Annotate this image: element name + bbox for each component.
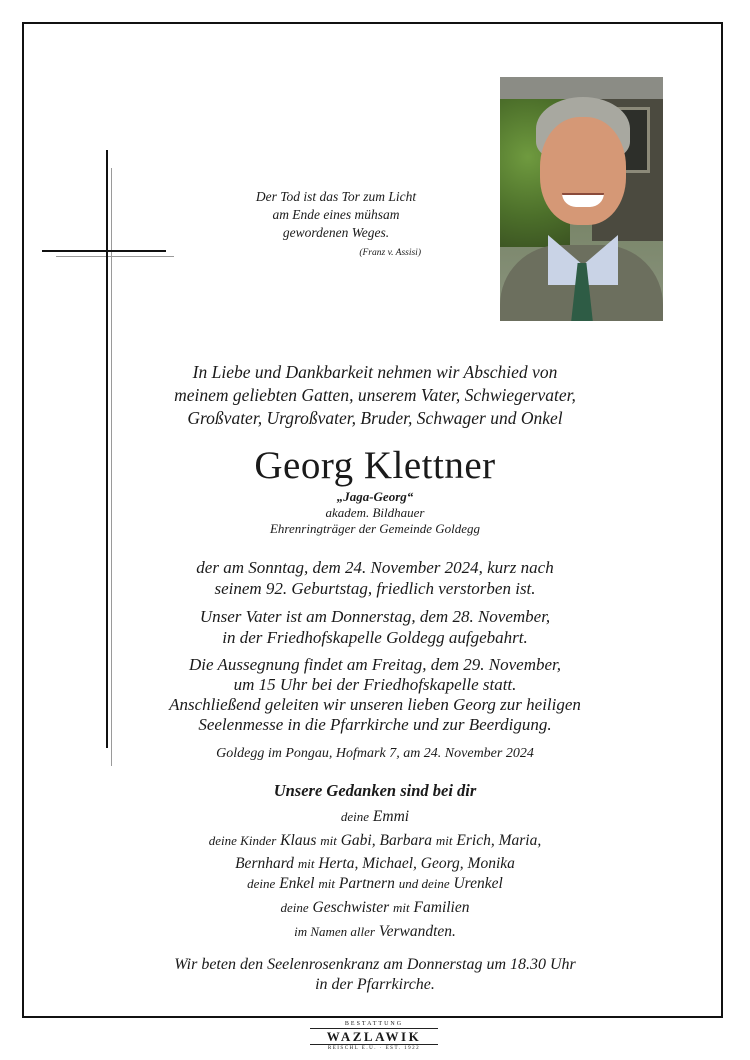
family-relatives [0,920,750,943]
paragraph-line: um 15 Uhr bei der Friedhofskapelle statt. [233,675,517,694]
quote-author: (Franz v. Assisi) [359,248,421,258]
family-word: deine [340,809,370,824]
paragraph-line: der am Sonntag, dem 24. November 2024, kurz nach [196,558,554,577]
family-word: deine Kinder [208,833,277,848]
deceased-profession: akadem. Bildhauer [325,505,425,520]
rosary-line: in der Pfarrkirche. [315,976,435,993]
family-name: Herta, Michael, Georg, Monika [318,855,515,872]
paragraph-line: Anschließend geleiten wir unseren lieben Georg zur heiligen [169,695,581,714]
family-spouse [0,805,750,828]
place-and-date: Goldegg im Pongau, Hofmark 7, am 24. November 2024 [216,746,534,761]
funeral-home-logo [310,1020,438,1053]
laying-out-info [0,606,750,648]
family-siblings [0,896,750,919]
cross-horizontal-bar [42,250,166,252]
paragraph-line: Seelenmesse in die Pfarrkirche und zur Beerdigung. [198,715,552,734]
intro-text [0,361,750,430]
family-grandchildren [0,872,750,895]
paragraph-line: in der Friedhofskapelle Goldegg aufgebahrt. [222,628,528,647]
family-name: Bernhard [235,855,294,872]
family-name: Verwandten. [378,923,456,940]
logo-main-text: WAZLAWIK [310,1028,438,1045]
family-word: im Namen aller [294,924,375,939]
deceased-name: Georg Klettner [254,444,496,487]
family-name: Geschwister [312,899,390,916]
family-name: Familien [413,899,470,916]
family-name: Erich, Maria, [456,832,542,849]
intro-line: meinem geliebten Gatten, unserem Vater, Schwiegervater, [174,385,576,405]
family-name: Emmi [372,808,410,825]
family-name: Gabi, Barbara [340,832,433,849]
family-word: deine [280,900,309,915]
death-announcement [0,557,750,599]
paragraph-line: Unser Vater ist am Donnerstag, dem 28. November, [199,607,551,626]
quote-line: Der Tod ist das Tor zum Licht [255,189,417,204]
rosary-line: Wir beten den Seelenrosenkranz am Donnerstag um 18.30 Uhr [174,956,576,973]
thoughts-heading: Unsere Gedanken sind bei dir [273,781,477,800]
family-name: Klaus [280,832,317,849]
family-word: mit [318,876,335,891]
paragraph-line: Die Aussegnung findet am Freitag, dem 29. November, [188,655,562,674]
family-word: und deine [398,876,450,891]
family-word: mit [393,900,410,915]
family-name: Enkel [279,875,315,892]
logo-sub-text: REISCHL E.U. · EST. 1922 [327,1046,421,1051]
logo-top-text: BESTATTUNG [344,1021,404,1027]
family-word: deine [247,876,276,891]
family-word: mit [435,833,453,848]
deceased-honor: Ehrenringträger der Gemeinde Goldegg [269,521,480,536]
intro-line: In Liebe und Dankbarkeit nehmen wir Abschied von [192,362,558,382]
portrait-photo [500,77,663,321]
quote-line: gewordenen Weges. [282,225,390,240]
family-name: Urenkel [453,875,503,892]
family-word: mit [320,833,337,848]
rosary-info [0,955,750,995]
quote-line: am Ende eines mühsam [272,207,400,222]
family-children [0,829,750,875]
intro-line: Großvater, Urgroßvater, Bruder, Schwager und Onkel [187,408,563,428]
paragraph-line: seinem 92. Geburtstag, friedlich verstorben ist. [214,579,536,598]
family-word: mit [297,856,315,871]
deceased-nickname: „Jaga-Georg“ [336,489,414,504]
cross-shadow-horizontal [56,256,174,257]
memorial-quote [225,188,447,262]
family-name: Partnern [338,875,395,892]
funeral-info [0,655,750,735]
